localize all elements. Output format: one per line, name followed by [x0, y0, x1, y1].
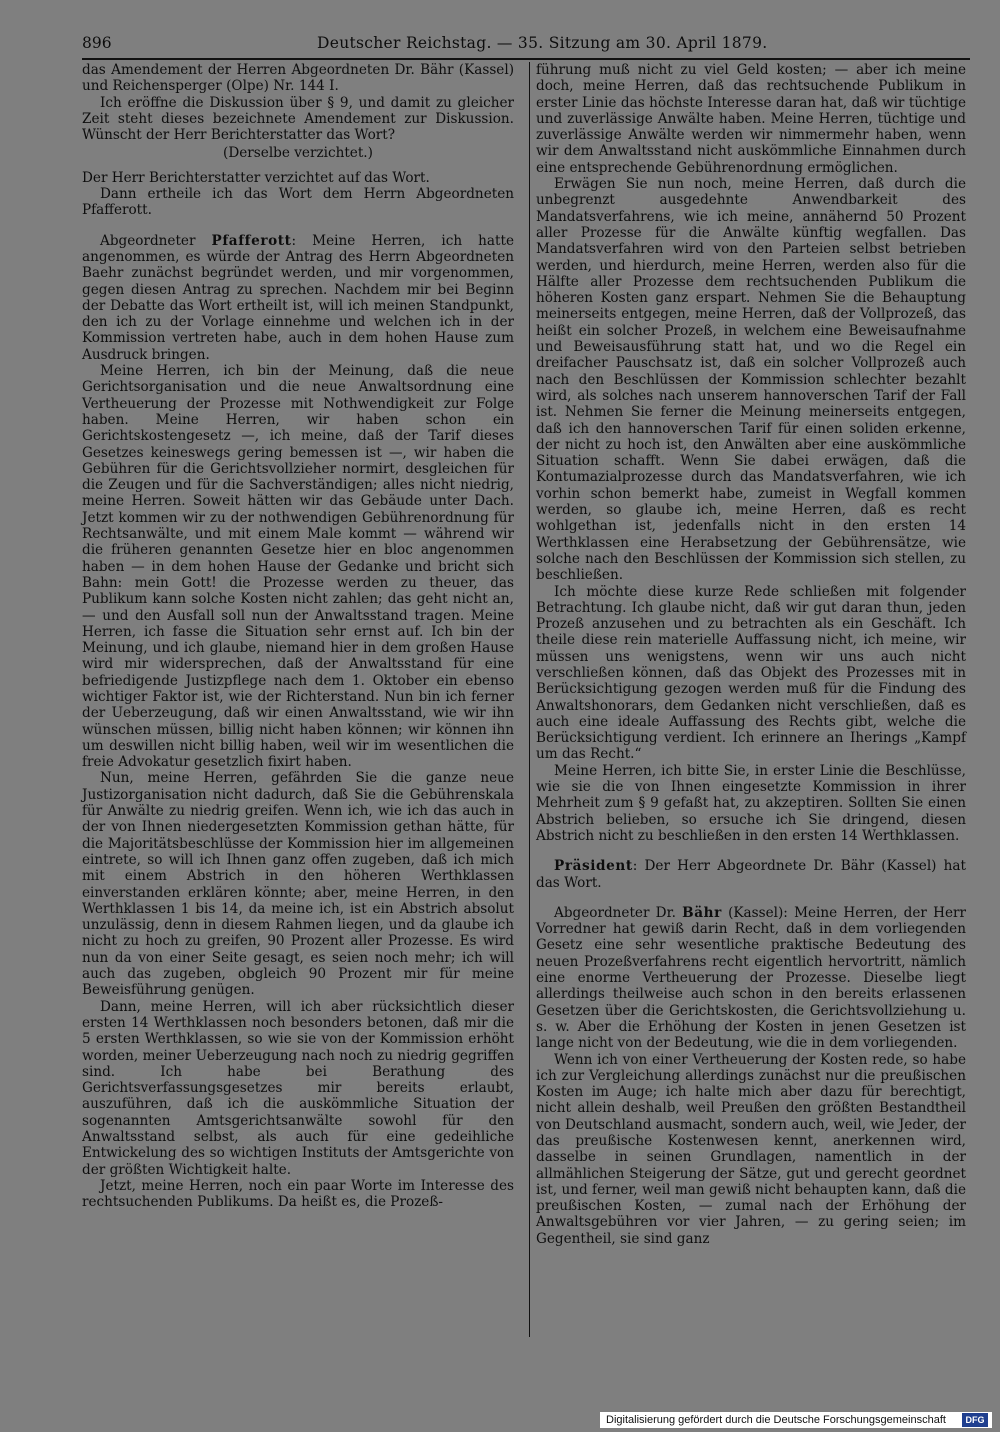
paragraph: Der Herr Berichterstatter verzichtet auf das Wort.: [82, 169, 430, 186]
speech-text: : Der Herr Abgeordnete Dr. Bähr (Kassel) hat das Wort.: [536, 858, 966, 891]
speech-text: (Kassel): Meine Herren, der Herr Vorredner hat gewiß darin Recht, daß in dem vorliegenden Gesetz eine sehr wesentliche praktische Bedeutung des neuen Prozeßverfahrens recht eigentlich hervortritt, nämlich eine enorme Vertheuerung der Prozesse. Dieselbe liegt allerdings theilweise auch schon in den bereits erlassenen Gesetzen über die Gerichtskosten, die Gerichtsvollziehung u. s. w. Aber die Erhöhung der Kosten in jenen Gesetzen ist lange nicht von der Bedeutung, wie die in dem vorliegenden.: [536, 904, 967, 1052]
paragraph: Jetzt, meine Herren, noch ein paar Worte im Interesse des rechtsuchenden Publikums. Da heißt es, die Prozeß-: [82, 1177, 514, 1211]
speaker-name: Präsident: [554, 858, 633, 875]
running-title: Deutscher Reichstag. — 35. Sitzung am 30. April 1879.: [317, 34, 768, 52]
paragraph: Ich eröffne die Diskussion über § 9, und damit zu gleicher Zeit steht dieses bezeichnete Amendement zur Diskussion. Wünscht der Herr Berichterstatter das Wort?: [82, 94, 514, 144]
speaker-name: Pfafferott: [211, 232, 292, 249]
paragraph: Wenn ich von einer Vertheuerung der Kosten rede, so habe ich zur Vergleichung allerdings zunächst nur die preußischen Kosten im Auge; ich halte mich aber dazu für berechtigt, nicht allein deshalb, weil Preußen den größten Bestandtheil von Deutschland ausmacht, sondern auch, weil, wie Jeder, der das preußische Kostenwesen kennt, anerkennen wird, dasselbe in seinen Grundlagen, namentlich in der allmählichen Steigerung der Sätze, gut und gerecht geordnet ist, und ferner, weil man gewiß nicht behaupten kann, daß die preußischen Kosten, — zumal nach der Erhöhung der Anwaltsgebühren vor vier Jahren, — zu gering seien; im Gegentheil, sie sind ganz: [536, 1051, 966, 1247]
header-rule: [82, 58, 970, 60]
page-header: [82, 30, 970, 56]
paragraph: Erwägen Sie nun noch, meine Herren, daß durch die unbegrenzt ausgedehnte Anwendbarkeit des Mandatsverfahrens, wie ich meine, annähernd 50 Prozent aller Prozesse für die Anwälte künftig wegfallen. Das Mandatsverfahren wird von den Parteien selbst betrieben werden, und hierdurch, meine Herren, werden also für die Hälfte aller Prozesse dem rechtsuchenden Publikum die höheren Kosten ganz erspart. Nehmen Sie die Behauptung meinerseits entgegen, meine Herren, daß der Vollprozeß, das heißt ein solcher Prozeß, in welchem eine Beweisaufnahme und Beweisausführung statt hat, und wo die Regel ein dreifacher Pauschsatz ist, daß ein solcher Vollprozeß auch nach den Beschlüssen der Kommission schlechter bezahlt wird, als solches nach unserem hannoverschen Tarif der Fall ist. Nehmen Sie ferner die Meinung meinerseits entgegen, daß ich den hannoverschen Tarif für einen soliden erkenne, der nicht zu hoch ist, den Anwälten aber eine auskömmliche Situation schafft. Wenn Sie dabei erwägen, daß die Kontumazialprozesse durch das Mandatsverfahren, wie ich vorhin schon bemerkt habe, zumeist in Wegfall kommen werden, so glaube ich, meine Herren, daß es recht wohlgethan ist, jedenfalls nicht in den ersten 14 Werthklassen eine Herabsetzung der Gebührensätze, wie solche nach den Beschlüssen der Kommission sich stellen, zu beschließen.: [536, 176, 966, 584]
right-column: [536, 62, 966, 1247]
stage-direction: (Derselbe verzichtet.): [223, 145, 373, 162]
speaker-title: Abgeordneter: [100, 232, 196, 249]
paragraph: Meine Herren, ich bin der Meinung, daß die neue Gerichtsorganisation und die neue Anwaltsordnung eine Vertheuerung der Prozesse mit Nothwendigkeit zur Folge haben. Meine Herren, wir haben schon ein Gerichtskostengesetz —, ich meine, daß der Tarif dieses Gesetzes keineswegs gering bemessen ist —, wir haben die Gebühren für die Gerichtsvollzieher normirt, desgleichen für die Zeugen und für die Sachverständigen; alles nicht niedrig, meine Herren. Soweit hätten wir das Gebäude unter Dach. Jetzt kommen wir zu der nothwendigen Gebührenordnung für Rechtsanwälte, und mit einem Male kommt — während wir die früheren genannten Gesetze hier en bloc angenommen haben — in dem hohen Hause der Gedanke und bricht sich Bahn: mein Gott! die Prozesse werden zu theuer, das Publikum kann solche Kosten nicht zahlen; das geht nicht an, — und den Ausfall soll nun der Anwaltsstand tragen. Meine Herren, ich fasse die Situation sehr ernst auf. Ich bin der Meinung, und ich glaube, niemand hier in dem großen Hause wird mir widersprechen, daß der Anwaltsstand für eine befriedigende Justizpflege nach dem 1. Oktober ein ebenso wichtiger Faktor ist, wie der Richterstand. Nun bin ich ferner der Ueberzeugung, daß wir einen Anwaltsstand, wie wir ihn wünschen müssen, billig nicht haben können; wir können ihn um deswillen nicht billig haben, weil wir im wesentlichen die freie Advokatur gesetzlich fixirt haben.: [82, 363, 514, 771]
paragraph: das Amendement der Herren Abgeordneten Dr. Bähr (Kassel) und Reichensperger (Olpe) Nr. 144 I.: [82, 62, 514, 95]
left-column: [82, 62, 514, 1210]
paragraph: Dann, meine Herren, will ich aber rücksichtlich dieser ersten 14 Werthklassen noch besonders betonen, daß mir die 5 ersten Werthklassen, so wie sie von der Kommission erhöht worden, meiner Ueberzeugung nach noch zu niedrig gegriffen sind. Ich habe bei Berathung des Gerichtsverfassungsgesetzes mir bereits erlaubt, auszuführen, daß ich die auskömmliche Situation der sogenannten Amtsgerichtsanwälte sowohl für den Anwaltsstand selbst, als auch für eine gedeihliche Entwickelung des so wichtigen Instituts der Amtsgerichte von der größten Wichtigkeit halte.: [82, 998, 514, 1178]
paragraph: führung muß nicht zu viel Geld kosten; — aber ich meine doch, meine Herren, daß das rechtsuchende Publikum in erster Linie das höchste Interesse daran hat, daß wir tüchtige und zuverlässige Anwälte haben. Meine Herren, tüchtige und zuverlässige Anwälte werden wir nimmermehr haben, wenn wir dem Anwaltsstand nicht auskömmliche Einnahmen durch eine entsprechende Gebührenordnung ermöglichen.: [536, 62, 966, 176]
dfg-logo: DFG: [962, 1413, 988, 1427]
paragraph: Ich möchte diese kurze Rede schließen mit folgender Betrachtung. Ich glaube nicht, daß wir gut daran thun, jeden Prozeß anzusehen und zu betrachten als ein Geschäft. Ich theile diese rein materielle Auffassung nicht, ich meine, wir müssen uns wenigstens, wenn wir uns auch nicht verschließen können, daß das Objekt des Prozesses mit in Berücksichtigung gezogen werden muß für die Findung des Anwaltshonorars, dem Gedanken nicht verschließen, daß es auch eine ideale Auffassung des Rechts gibt, welche die Berücksichtigung verdient. Ich erinnere an Iherings „Kampf um das Recht.“: [536, 583, 966, 763]
speech-text: : Meine Herren, ich hatte angenommen, es würde der Antrag des Herrn Abgeordneten Baehr zunächst begründet werden, und mir vorgenommen, gegen diesen Antrag zu sprechen. Nachdem mir bei Beginn der Debatte das Wort ertheilt ist, will ich meinen Standpunkt, den ich zu der Vorlage einnehme und welchen ich in der Kommission vertreten habe, auch in dem hohen Hause zum Ausdruck bringen.: [82, 232, 514, 363]
speech-paragraph: [82, 233, 514, 363]
paragraph: Meine Herren, ich bitte Sie, in erster Linie die Beschlüsse, wie sie die von Ihnen eingesetzte Kommission in ihrer Mehrheit zum § 9 gefaßt hat, zu akzeptiren. Sollten Sie einen Abstrich belieben, so ersuche ich Sie dringend, diesen Abstrich nicht zu beschließen in den ersten 14 Werthklassen.: [536, 762, 966, 844]
digitization-footer: [600, 1412, 992, 1428]
speaker-name: Bähr: [682, 904, 722, 921]
speaker-title: Abgeordneter Dr.: [554, 904, 676, 921]
speech-paragraph: [536, 905, 966, 1052]
paragraph: Dann ertheile ich das Wort dem Herrn Abgeordneten Pfafferott.: [82, 186, 514, 219]
paragraph: Nun, meine Herren, gefährden Sie die ganze neue Justizorganisation nicht dadurch, daß Sie die Gebührenskala für Anwälte zu niedrig greifen. Wenn ich, wie ich das auch in der von Ihnen niedergesetzten Kommission gethan hätte, für die Majoritätsbeschlüsse der Kommission hier im allgemeinen eintrete, so will ich Ihnen ganz offen zugeben, daß ich mich mit einem Abstrich in den höheren Werthklassen einverstanden erklären könnte; aber, meine Herren, in den Werthklassen 1 bis 14, da meine ich, ist ein Abstrich absolut unzulässig, denn in diesem Rahmen liegen, und da glaube ich nicht zu hoch zu greifen, 90 Prozent aller Prozesse. Es wird nun da von einer Seite gesagt, es seien noch mehr; ich will auch das zugeben, obgleich 90 Prozent mir für meine Beweisführung genügen.: [82, 770, 514, 999]
page-number: 896: [82, 34, 112, 52]
speech-paragraph: [536, 858, 966, 891]
footer-credit: Digitalisierung gefördert durch die Deutsche Forschungsgemeinschaft: [606, 1414, 946, 1426]
column-divider: [529, 62, 530, 1337]
